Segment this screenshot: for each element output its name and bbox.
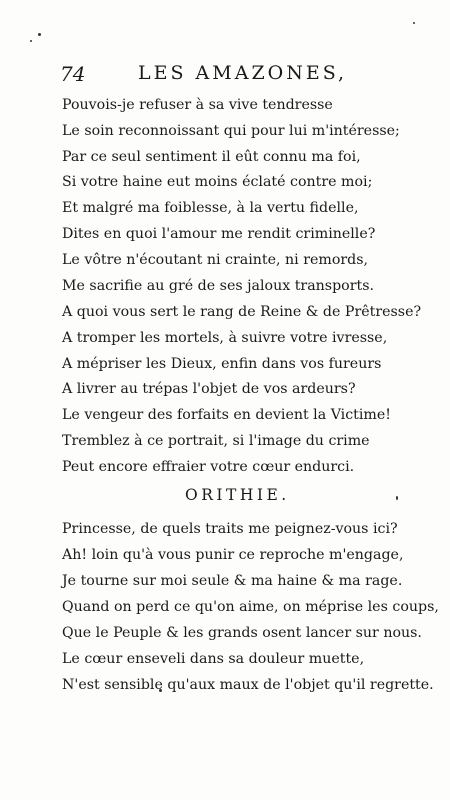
verse-line: Et malgré ma foiblesse, à la vertu fidelle, (62, 200, 359, 216)
verse-line: A livrer au trépas l'objet de vos ardeurs? (62, 381, 356, 397)
verse-line: Par ce seul sentiment il eût connu ma foi, (62, 149, 361, 165)
running-title: LES AMAZONES, (138, 62, 348, 84)
verse-line: Quand on perd ce qu'on aime, on méprise les coups, (62, 599, 439, 615)
verse-line: Le soin reconnoissant qui pour lui m'intéresse; (62, 123, 400, 139)
verse-line: A tromper les mortels, à suivre votre ivresse, (62, 330, 388, 346)
ink-speck (30, 40, 32, 42)
verse-line: Dites en quoi l'amour me rendit criminelle? (62, 226, 376, 242)
verse-line: Le vengeur des forfaits en devient la Victime! (62, 407, 391, 423)
verse-line: Me sacrifie au gré de ses jaloux transports. (62, 278, 374, 294)
verse-line: Si votre haine eut moins éclaté contre moi; (62, 174, 373, 190)
verse-line: Princesse, de quels traits me peignez-vous ici? (62, 521, 398, 537)
page-number: 74 (60, 62, 86, 86)
verse-line: Je tourne sur moi seule & ma haine & ma rage. (62, 573, 403, 589)
ink-speck (413, 22, 415, 24)
verse-line: A mépriser les Dieux, enfin dans vos fureurs (62, 356, 382, 372)
speaker-name: ORITHIE. (185, 486, 290, 504)
page-header (60, 62, 360, 90)
verse-line: Que le Peuple & les grands osent lancer sur nous. (62, 625, 422, 641)
ink-speck (38, 33, 41, 36)
verse-line: Le cœur enseveli dans sa douleur muette, (62, 651, 365, 667)
verse-line: Tremblez à ce portrait, si l'image du crime (62, 433, 370, 449)
verse-line: N'est sensible qu'aux maux de l'objet qu'il regrette. (62, 677, 434, 693)
verse-line: Ah! loin qu'à vous punir ce reproche m'engage, (62, 547, 404, 563)
ink-speck (396, 496, 398, 500)
verse-line: Pouvois-je refuser à sa vive tendresse (62, 97, 333, 113)
verse-line: Le vôtre n'écoutant ni crainte, ni remords, (62, 252, 369, 268)
verse-line: A quoi vous sert le rang de Reine & de Prêtresse? (62, 304, 422, 320)
verse-line: Peut encore effraier votre cœur endurci. (62, 459, 355, 475)
